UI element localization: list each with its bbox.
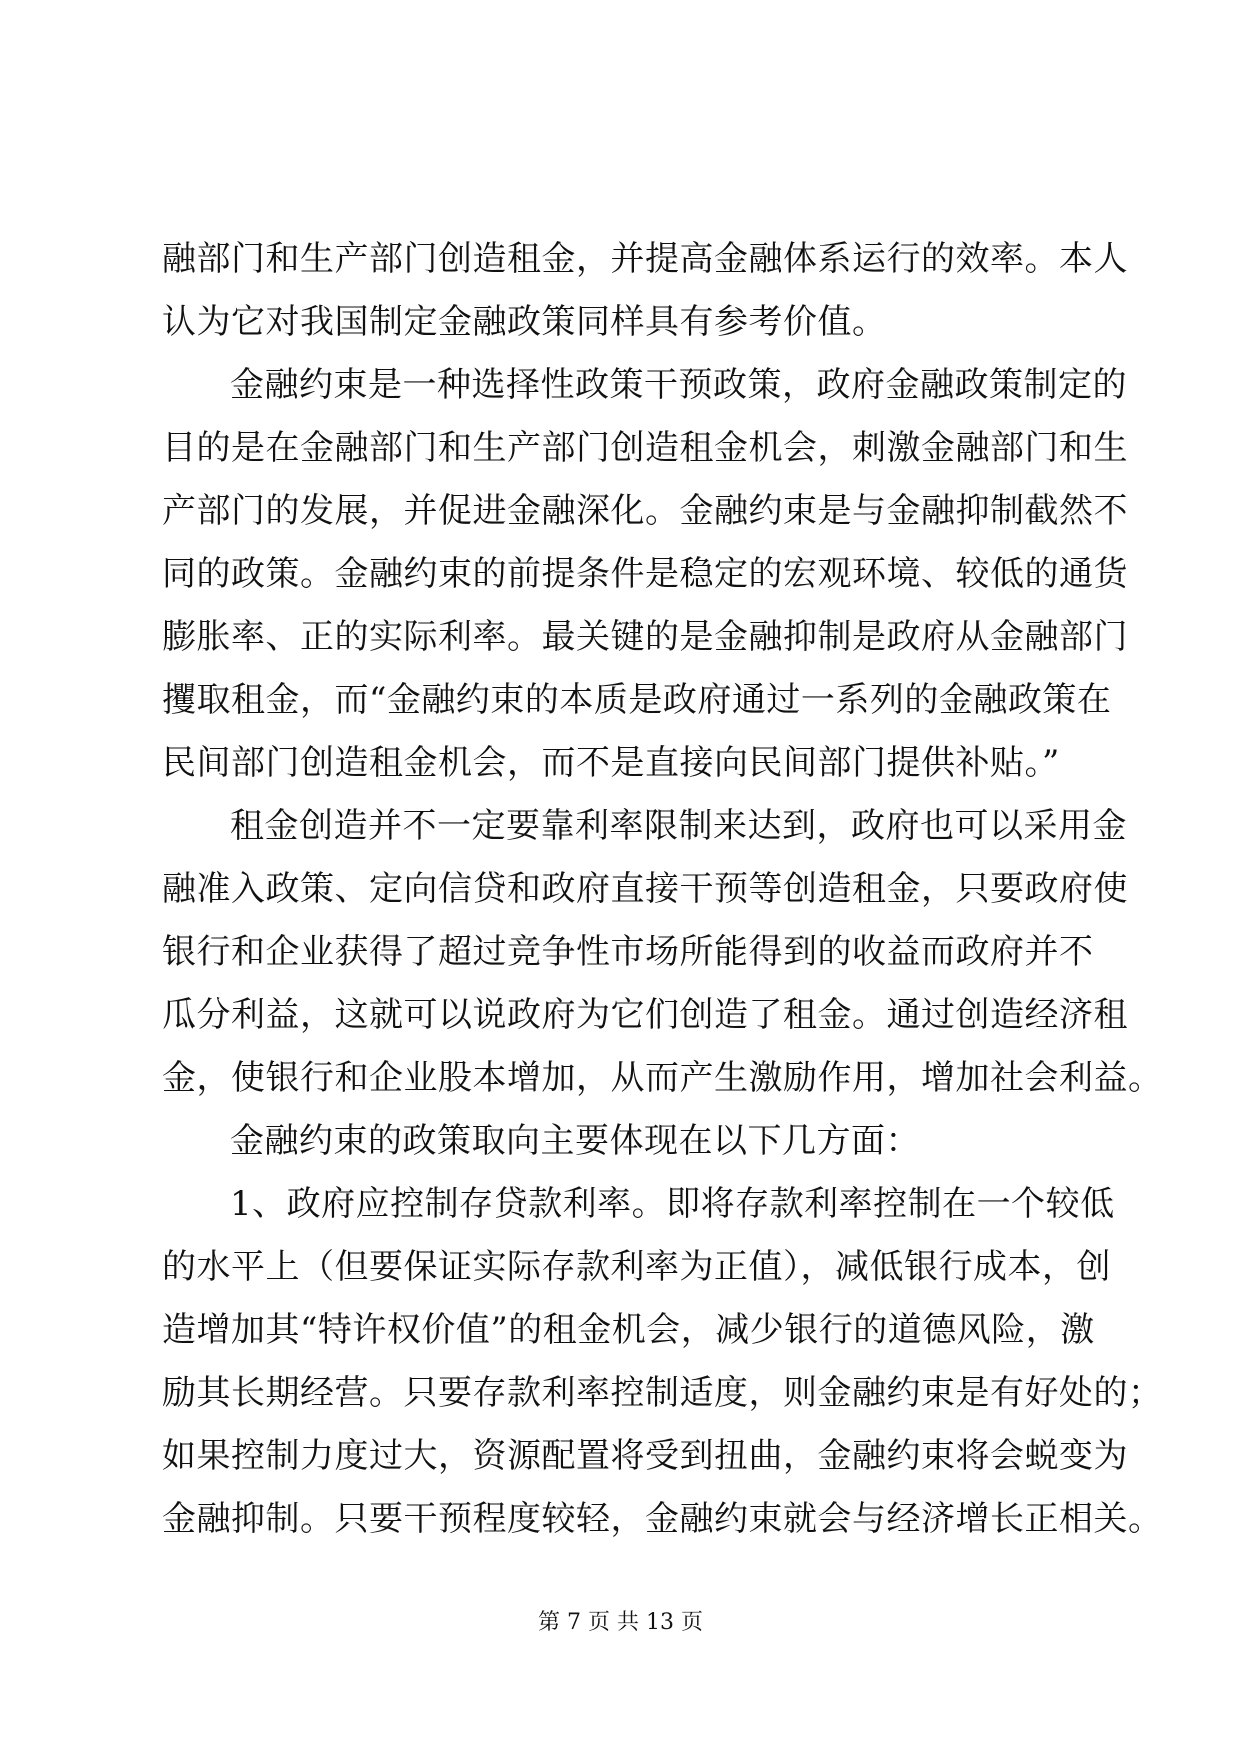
text-line: 励其长期经营。只要存款利率控制适度，则金融约束是有好处的；: [162, 1373, 1163, 1413]
text-line: 的水平上（但要保证实际存款利率为正值），减低银行成本，创: [162, 1247, 1111, 1287]
text-line: 认为它对我国制定金融政策同样具有参考价值。: [162, 302, 887, 342]
text-line: 瓜分利益，这就可以说政府为它们创造了租金。通过创造经济租: [162, 995, 1128, 1035]
text-line: 造增加其“特许权价值”的租金机会，减少银行的道德风险，激: [162, 1310, 1095, 1350]
text-line: 金融约束是一种选择性政策干预政策，政府金融政策制定的: [230, 365, 1127, 405]
text-line: 融准入政策、定向信贷和政府直接干预等创造租金，只要政府使: [162, 869, 1128, 909]
text-line: 金，使银行和企业股本增加，从而产生激励作用，增加社会利益。: [162, 1058, 1163, 1098]
text-line: 目的是在金融部门和生产部门创造租金机会，刺激金融部门和生: [162, 428, 1128, 468]
page-number-label: 第 7 页 共 13 页: [538, 1610, 703, 1635]
text-line: 同的政策。金融约束的前提条件是稳定的宏观环境、较低的通货: [162, 554, 1128, 594]
text-line: 租金创造并不一定要靠利率限制来达到，政府也可以采用金: [230, 806, 1127, 846]
text-line: 民间部门创造租金机会，而不是直接向民间部门提供补贴。”: [162, 743, 1060, 783]
text-line: 融部门和生产部门创造租金，并提高金融体系运行的效率。本人: [162, 239, 1128, 279]
text-line: 产部门的发展，并促进金融深化。金融约束是与金融抑制截然不: [162, 491, 1128, 531]
text-line: 攫取租金，而“金融约束的本质是政府通过一系列的金融政策在: [162, 680, 1112, 720]
text-line: 银行和企业获得了超过竞争性市场所能得到的收益而政府并不: [162, 932, 1094, 972]
text-line: 膨胀率、正的实际利率。最关键的是金融抑制是政府从金融部门: [162, 617, 1128, 657]
text-line: 金融抑制。只要干预程度较轻，金融约束就会与经济增长正相关。: [162, 1499, 1163, 1539]
text-line: 1、政府应控制存贷款利率。即将存款利率控制在一个较低: [230, 1184, 1115, 1224]
text-line: 如果控制力度过大，资源配置将受到扭曲，金融约束将会蜕变为: [162, 1436, 1128, 1476]
document-body: [162, 228, 1163, 1551]
text-line: 金融约束的政策取向主要体现在以下几方面：: [230, 1121, 920, 1161]
page-footer: [0, 1608, 1241, 1638]
